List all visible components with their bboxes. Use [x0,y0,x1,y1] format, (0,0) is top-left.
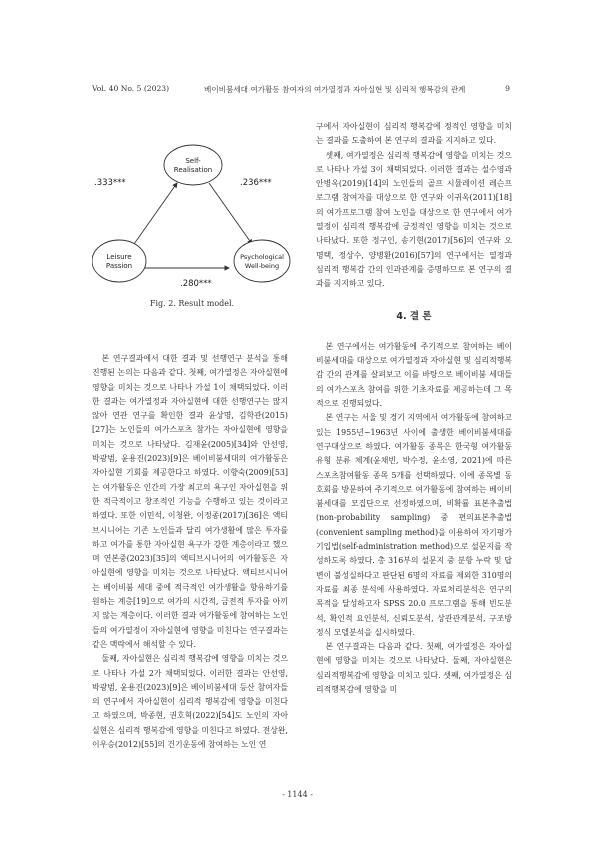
body-paragraph: 셋째, 여가열정은 심리적 행복감에 영향을 미치는 것으로 나타나 가설 3이 채택되었다. 이러한 결과는 설수영과 안병옥(2019)[14]의 노인들의 골프 시뮬레이션 레슨프로그램 참여자를 대상으로 한 연구와 이귀옥(2011)[18]의 여가프로그램 참여 노인을 대상으로 한 연구에서 여가열정이 심리적 행복감에 긍정적인 영향을 미치는 것으로 나타났다. 또한 정구인, 송기현(2017)[56]의 연구와 오명택, 정상수, 양병환(2016)[57]의 연구에서는 열정과 심리적 행복감 간의 인과관계를 증명하므로 본 연구의 결과를 지지하고 있다. [316,150,512,289]
running-header [92,84,510,98]
body-paragraph: 본 연구결과는 다음과 같다. 첫째, 여가열정은 자아실현에 영향을 미치는 것으로 나타났다. 둘째, 자아실현은 심리적행복감에 영향을 미치고 있다. 셋째, 여가열정은 심리적행복감에 영향을 미 [316,642,512,694]
right-column [316,120,512,697]
coef-left-right: .280*** [180,279,212,289]
body-paragraph: 둘째, 자아실현은 심리적 행복감에 영향을 미치는 것으로 나타나 가설 2가 채택되었다. 이러한 결과는 안선영, 박광범, 윤용진(2023)[9]은 베이비붐세대 등산 참여자들의 연구에서 자아실현이 심리적 행복감에 영향을 미친다고 하였으며, 박종현, 권호혁(2022)[54]도 노인의 자아실현은 심리적 행복감에 영향을 미친다고 하였다. 전상완, 이우승(2012)[55]의 건기운동에 참여하는 노인 연 [92,654,288,750]
coef-left-top: .333*** [94,178,126,188]
left-column [92,352,288,752]
node-psychological-wellbeing-line1: Psychological [240,253,284,261]
page-number: - 1144 - [282,790,313,799]
result-model-diagram [92,140,292,290]
body-paragraph: 본 연구결과에서 대한 결과 및 선행연구 분석을 통해 진행된 논의는 다음과 같다. 첫째, 여가열정은 자아실현에 영향을 미치는 것으로 나타나 가설 1이 채택되었다. 이러한 결과는 여가열정과 자아실현에 대한 선행연구는 많지 않아 연관 연구를 확인한 결과 윤상명, 김학관(2015)[27]는 노인들의 여가스포츠 참가는 자아실현에 영향을 미치는 것으로 나타났다. 김재윤(2005)[34]와 안선영, 박광범, 윤용진(2023)[9]은 베이비붐세대의 여가활동은 자아실현 기회를 제공한다고 하였다. 이향숙(2009)[53]는 여가활동은 인간의 가장 최고의 욕구인 자아실현을 위한 적극적이고 창조적인 기능을 수행하고 있는 것이라고 하였다. 또한 이민석, 이청완, 이정종(2017)[36]은 액티브시니어는 기존 노인들과 달리 여가생활에 많은 투자를 하고 여가를 통한 자아실현 욕구가 강한 계층이라고 했으며 연본중(2023)[35]의 액티브시니어의 여가활동은 자아실현에 영향을 미치는 것으로 나타났다. 액티브시니어는 베이비붐 세대 중에 적극적인 여가생활을 향유하기를 원하는 계층[19]으로 여가의 시간적, 금전적 투자를 아끼지 않는 계층이다. 이러한 결과 여가활동에 참여하는 노인들의 여가열정이 자아실현에 영향을 미친다는 연구결과는 같은 맥락에서 해석할 수 있다. [92,354,288,649]
node-leisure-passion-line2: Passion [105,262,133,270]
node-self-realisation-line2: Realisation [173,166,213,174]
body-paragraph: 본 연구는 서울 및 경기 지역에서 여가활동에 참여하고 있는 1955년~1963년 사이에 출생한 베이비붐세대를 연구대상으로 하였다. 여가활동 종목은 한국형 여가활동유형 분류 체계(윤채빈, 박수정, 윤소영, 2021)에 따른 스포츠참여활동 종목 5개를 선택하였다. 이에 종목별 동호회를 방문하여 주기적으로 여가활동에 참여하는 베이비붐세대를 모집단으로 선정하였으며, 비확률 표본추출법(non-probability sampling) 중 편의표본추출법(convenient sampling method)을 이용하여 자기평가기입법(self-administration method)으로 설문지를 작성하도록 하였다. 총 316부의 설문지 중 분항 누락 및 답변이 불성실하다고 판단된 6명의 자료를 제외한 310명의 자료를 최종 분석에 사용하였다. 자료처리분석은 연구의 목적을 달성하고자 SPSS 20.0 프로그램을 통해 빈도분석, 확인적 요인분석, 신뢰도분석, 상관관계분석, 구조방정식 모델분석을 실시하였다. [316,413,512,637]
figure-caption: Fig. 2. Result model. [149,299,235,308]
running-title: 베이비붐세대 여가활동 참여자의 여가열정과 자아실현 및 심리적 행복감의 관계 [204,85,466,94]
header-page-number: 9 [505,84,510,93]
path-top-right [209,183,252,244]
node-leisure-passion-line1: Leisure [106,253,132,261]
node-self-realisation-line1: Self- [185,157,201,165]
node-leisure-passion [92,240,146,282]
body-paragraph: 본 연구에서는 여가활동에 주기적으로 참여하는 베이비붐세대를 대상으로 여가열정과 자아실현 및 심리적행복감 간의 관계를 살펴보고 이를 바탕으로 베이비붐 세대들의 여가스포츠 참여를 위한 기초자료를 제공하는데 그 목적으로 진행되었다. [316,341,512,409]
path-left-top [134,183,177,244]
section-heading-conclusion: 4. 결 론 [396,310,432,322]
journal-volume: Vol. 40 No. 5 (2023) [92,84,170,93]
node-psychological-wellbeing [234,240,290,282]
node-psychological-wellbeing-line2: Well-being [244,262,280,270]
node-self-realisation [164,145,222,185]
body-paragraph: 구에서 자아실현이 심리적 행복감에 정적인 영향을 미치는 결과를 도출하여 본 연구의 결과를 지지하고 있다. [316,122,512,146]
coef-top-right: .236*** [240,178,272,188]
